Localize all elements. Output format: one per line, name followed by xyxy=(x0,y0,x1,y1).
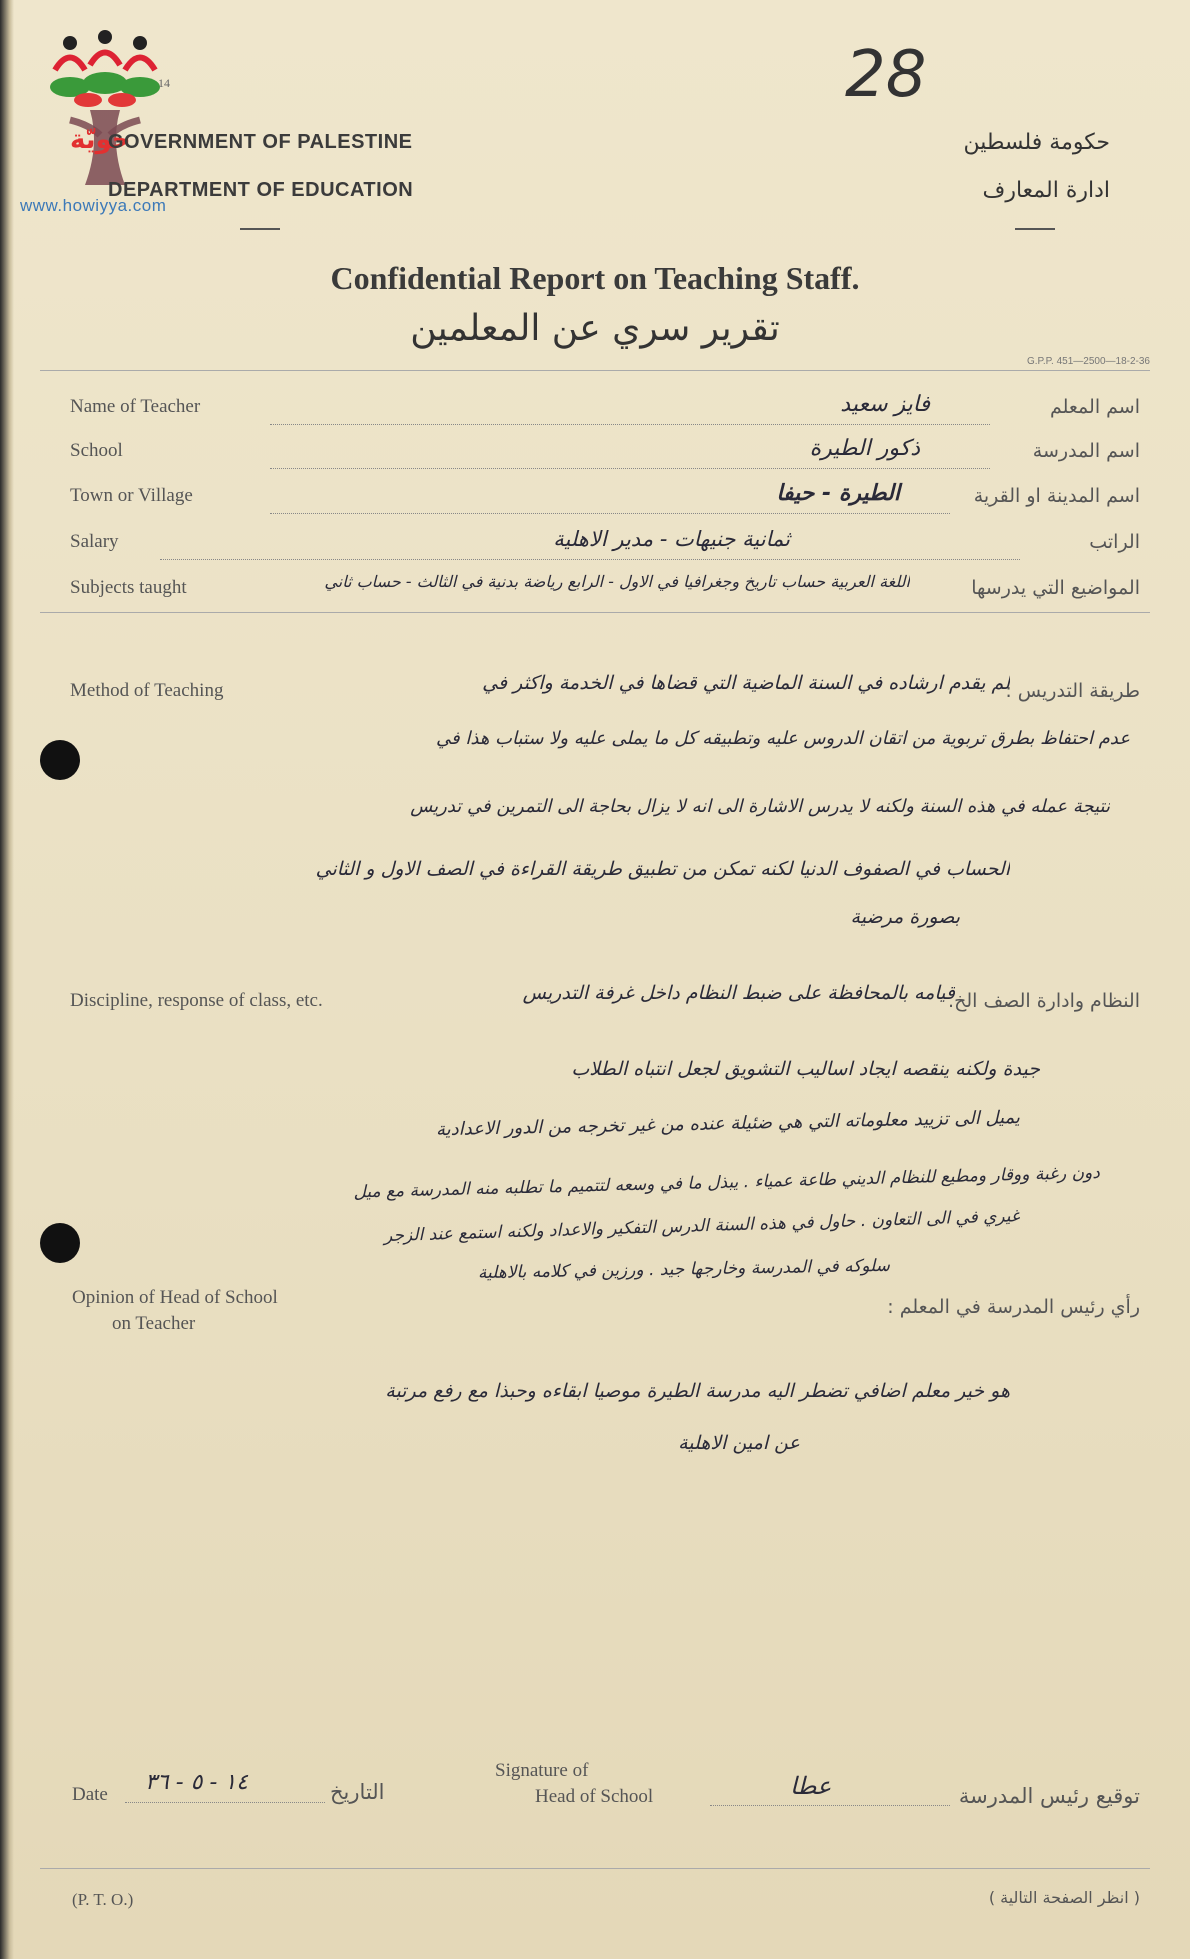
town-value: الطيرة - حيفا xyxy=(776,481,900,506)
punch-hole-bottom xyxy=(40,1223,80,1263)
method-line-2: عدم احتفاظ بطرق تربوية من اتقان الدروس عليه وتطبيقه كل ما يملى عليه ولا ستباب هذا في xyxy=(436,728,1130,749)
opinion-label-ar: رأي رئيس المدرسة في المعلم : xyxy=(887,1296,1140,1318)
town-line xyxy=(270,513,950,514)
opinion-line-4: سلوكه في المدرسة وخارجها جيد . ورزين في كلامه بالاهلية xyxy=(477,1255,891,1284)
footer-divider xyxy=(40,1868,1150,1869)
date-label-en: Date xyxy=(72,1784,108,1805)
fields-divider xyxy=(40,612,1150,613)
signature-label-ar: توقيع رئيس المدرسة xyxy=(958,1784,1140,1808)
signature-value: عطا xyxy=(790,1772,832,1800)
report-title-ar: تقرير سري عن المعلمين xyxy=(410,308,780,349)
school-line xyxy=(270,468,990,469)
gpp-code: G.P.P. 451—2500—18-2-36 xyxy=(1026,356,1150,367)
government-title-en: GOVERNMENT OF PALESTINE xyxy=(108,131,413,153)
header-rule-left xyxy=(240,228,280,230)
discipline-label-en: Discipline, response of class, etc. xyxy=(70,990,323,1011)
discipline-line-1: قيامه بالمحافظة على ضبط النظام داخل غرفة التدريس xyxy=(522,982,955,1004)
subjects-label-ar: المواضيع التي يدرسها xyxy=(971,577,1140,599)
opinion-label-en-2: on Teacher xyxy=(112,1313,196,1334)
department-title-ar: ادارة المعارف xyxy=(982,178,1110,203)
teacher-name-label-ar: اسم المعلم xyxy=(1049,396,1140,418)
method-line-5: بصورة مرضية xyxy=(850,906,960,928)
method-label-ar: طريقة التدريس : xyxy=(1005,680,1140,702)
watermark-url: www.howiyya.com xyxy=(20,196,167,215)
header-rule-right xyxy=(1015,228,1055,230)
school-label-ar: اسم المدرسة xyxy=(1032,440,1140,462)
salary-value: ثمانية جنيهات - مدير الاهلية xyxy=(553,527,790,551)
subjects-value: اللغة العربية حساب تاريخ وجغرافيا في الاول - الرابع رياضة بدنية في الثالث - حساب ثاني xyxy=(324,572,910,591)
method-line-3: نتيجة عمله في هذه السنة ولكنه لا يدرس الاشارة الى انه لا يزال بحاجة الى التمرين في تدريس xyxy=(410,796,1110,817)
punch-hole-top xyxy=(40,740,80,780)
opinion-line-1: يميل الى تزييد معلوماته التي هي ضئيلة عنده من غير تخرجه من الدور الاعدادية xyxy=(435,1106,1021,1141)
page-number: 28 xyxy=(845,38,927,112)
subjects-label-en: Subjects taught xyxy=(70,577,187,598)
report-title-en: Confidential Report on Teaching Staff. xyxy=(330,260,860,296)
school-value: ذكور الطيرة xyxy=(809,436,920,461)
discipline-label-ar: النظام وادارة الصف الخ. xyxy=(948,990,1140,1012)
town-label-ar: اسم المدينة او القرية xyxy=(973,485,1140,507)
watermark-logo-text: حويّة xyxy=(70,125,131,155)
teacher-name-line xyxy=(270,424,990,425)
pto-ar: ( انظر الصفحة التالية ) xyxy=(988,1888,1140,1907)
signature-label-en-2: Head of School xyxy=(535,1786,654,1807)
opinion-label-en-1: Opinion of Head of School xyxy=(72,1287,278,1308)
opinion-line-3: غيري في الى التعاون . حاول في هذه السنة الدرس التفكير والاعداد ولكنه استمع عند الزجر xyxy=(383,1206,1021,1247)
government-title-ar: حكومة فلسطين xyxy=(963,130,1110,155)
conclusion-line-2: عن امين الاهلية xyxy=(678,1432,800,1454)
conclusion-line-1: هو خير معلم اضافي تضطر اليه مدرسة الطيرة موصيا ابقاءه وحبذا مع رفع مرتبة xyxy=(385,1380,1010,1402)
salary-line xyxy=(160,559,1020,560)
method-line-1: لم يقدم ارشاده في السنة الماضية التي قضاها في الخدمة واكثر في xyxy=(482,672,1010,694)
pto-en: (P. T. O.) xyxy=(72,1890,134,1909)
form-ref: 14 xyxy=(158,76,170,90)
method-line-4: الحساب في الصفوف الدنيا لكنه تمكن من تطبيق طريقة القراءة في الصف الاول و الثاني xyxy=(315,858,1010,880)
title-divider xyxy=(40,370,1150,371)
opinion-line-2: دون رغبة ووقار ومطيع للنظام الديني طاعة عمياء . يبذل ما في وسعه لتتميم ما تطلبه منه المدرسة مع ميل xyxy=(353,1162,1101,1203)
department-title-en: DEPARTMENT OF EDUCATION xyxy=(108,179,414,201)
town-label-en: Town or Village xyxy=(70,485,193,506)
discipline-line-2: جيدة ولكنه ينقصه ايجاد اساليب التشويق لجعل انتباه الطلاب xyxy=(571,1058,1040,1080)
signature-line xyxy=(710,1805,950,1806)
teacher-name-label-en: Name of Teacher xyxy=(70,396,201,417)
school-label-en: School xyxy=(70,440,123,461)
date-line xyxy=(125,1802,325,1803)
method-label-en: Method of Teaching xyxy=(70,680,224,701)
salary-label-en: Salary xyxy=(70,531,119,552)
signature-label-en-1: Signature of xyxy=(495,1760,589,1781)
salary-label-ar: الراتب xyxy=(1089,531,1140,553)
teacher-name-value: فايز سعيد xyxy=(840,392,930,417)
date-value: ١٤ - ٥ - ٣٦ xyxy=(145,1770,248,1795)
date-label-ar: التاريخ xyxy=(330,1780,385,1804)
